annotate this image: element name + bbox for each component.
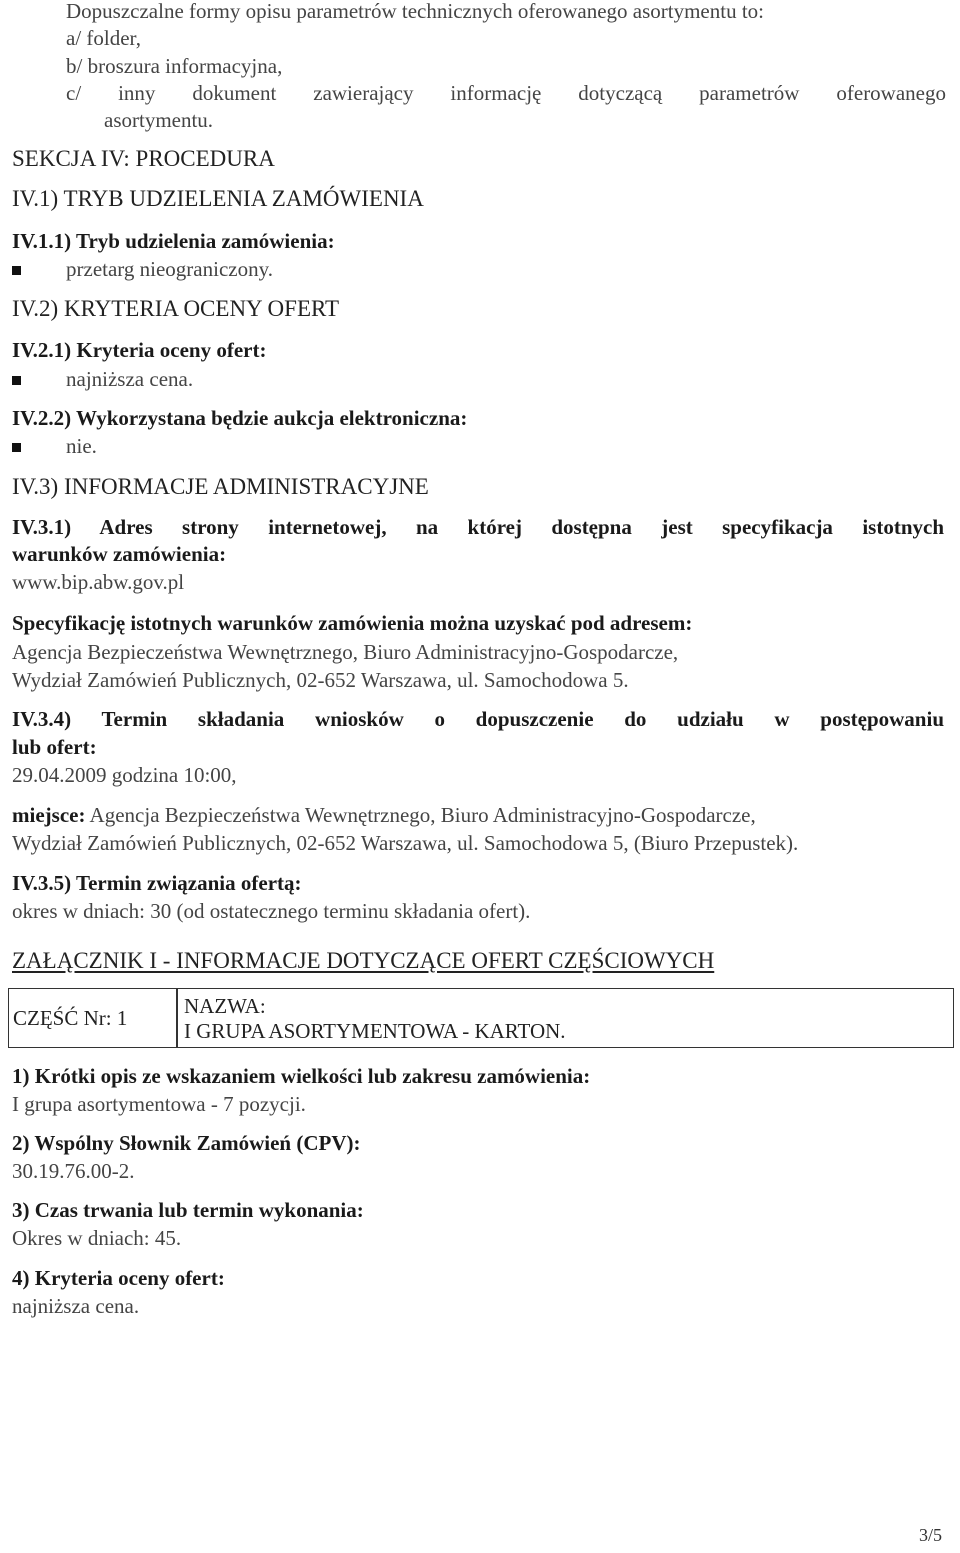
field-value: przetarg nieograniczony. [66,257,273,281]
field-label: IV.2.1) Kryteria oceny ofert: [12,338,267,362]
address-line: Wydział Zamówień Publicznych, 02-652 Warszawa, ul. Samochodowa 5, (Biuro Przepustek). [12,831,799,855]
address-line: Wydział Zamówień Publicznych, 02-652 Warszawa, ul. Samochodowa 5. [12,668,629,692]
field-label-continued: lub ofert: [12,735,97,759]
field-label: IV.3.4) Termin składania wniosków o dopuszczenie do udziału w postępowaniu [12,707,944,731]
annex-heading: ZAŁĄCZNIK I - INFORMACJE DOTYCZĄCE OFERT CZĘŚCIOWYCH [12,948,715,973]
field-label: IV.3.5) Termin związania ofertą: [12,871,302,895]
place-value: Agencja Bezpieczeństwa Wewnętrznego, Biuro Administracyjno-Gospodarcze, [89,803,756,827]
list-item: c/ inny dokument zawierający informację dotyczącą parametrów oferowanego [66,81,946,105]
field-label: 4) Kryteria oceny ofert: [12,1266,225,1290]
field-value: okres w dniach: 30 (od ostatecznego terminu składania ofert). [12,899,531,923]
field-value: 30.19.76.00-2. [12,1159,135,1183]
name-label: NAZWA: [184,994,266,1018]
field-label: IV.2.2) Wykorzystana będzie aukcja elektroniczna: [12,406,468,430]
field-label: IV.1.1) Tryb udzielenia zamówienia: [12,229,335,253]
name-value: I GRUPA ASORTYMENTOWA - KARTON. [184,1019,566,1043]
field-label: 3) Czas trwania lub termin wykonania: [12,1198,364,1222]
field-value: najniższa cena. [12,1294,140,1318]
field-label: IV.3.1) Adres strony internetowej, na której dostępna jest specyfikacja istotnych [12,515,944,539]
place-label: miejsce: [12,803,86,827]
section-heading: SEKCJA IV: PROCEDURA [12,146,275,171]
field-label: 1) Krótki opis ze wskazaniem wielkości lub zakresu zamówienia: [12,1064,591,1088]
field-value: Okres w dniach: 45. [12,1226,182,1250]
list-item: a/ folder, [66,26,141,50]
list-item-continued: asortymentu. [104,108,214,132]
website-link[interactable]: www.bip.abw.gov.pl [12,570,185,594]
field-value: najniższa cena. [66,367,194,391]
intro-text: Dopuszczalne formy opisu parametrów technicznych oferowanego asortymentu to: [66,0,765,23]
address-line: Agencja Bezpieczeństwa Wewnętrznego, Biuro Administracyjno-Gospodarcze, [12,640,679,664]
field-label: 2) Wspólny Słownik Zamówień (CPV): [12,1131,361,1155]
field-value: I grupa asortymentowa - 7 pozycji. [12,1092,306,1116]
bullet-icon [12,376,21,385]
part-number: CZĘŚĆ Nr: 1 [13,1006,128,1030]
subsection-heading: IV.1) TRYB UDZIELENIA ZAMÓWIENIA [12,186,424,211]
place-line [12,802,944,829]
list-item: b/ broszura informacyjna, [66,54,283,78]
field-label: Specyfikację istotnych warunków zamówienia można uzyskać pod adresem: [12,611,693,635]
field-value: 29.04.2009 godzina 10:00, [12,763,237,787]
subsection-heading: IV.3) INFORMACJE ADMINISTRACYJNE [12,474,429,499]
table-divider [176,989,178,1047]
field-value: nie. [66,434,97,458]
bullet-icon [12,266,21,275]
bullet-icon [12,443,21,452]
page-number: 3/5 [918,1525,942,1545]
field-label-continued: warunków zamówienia: [12,542,227,566]
part-header-table [8,988,954,1048]
subsection-heading: IV.2) KRYTERIA OCENY OFERT [12,296,340,321]
